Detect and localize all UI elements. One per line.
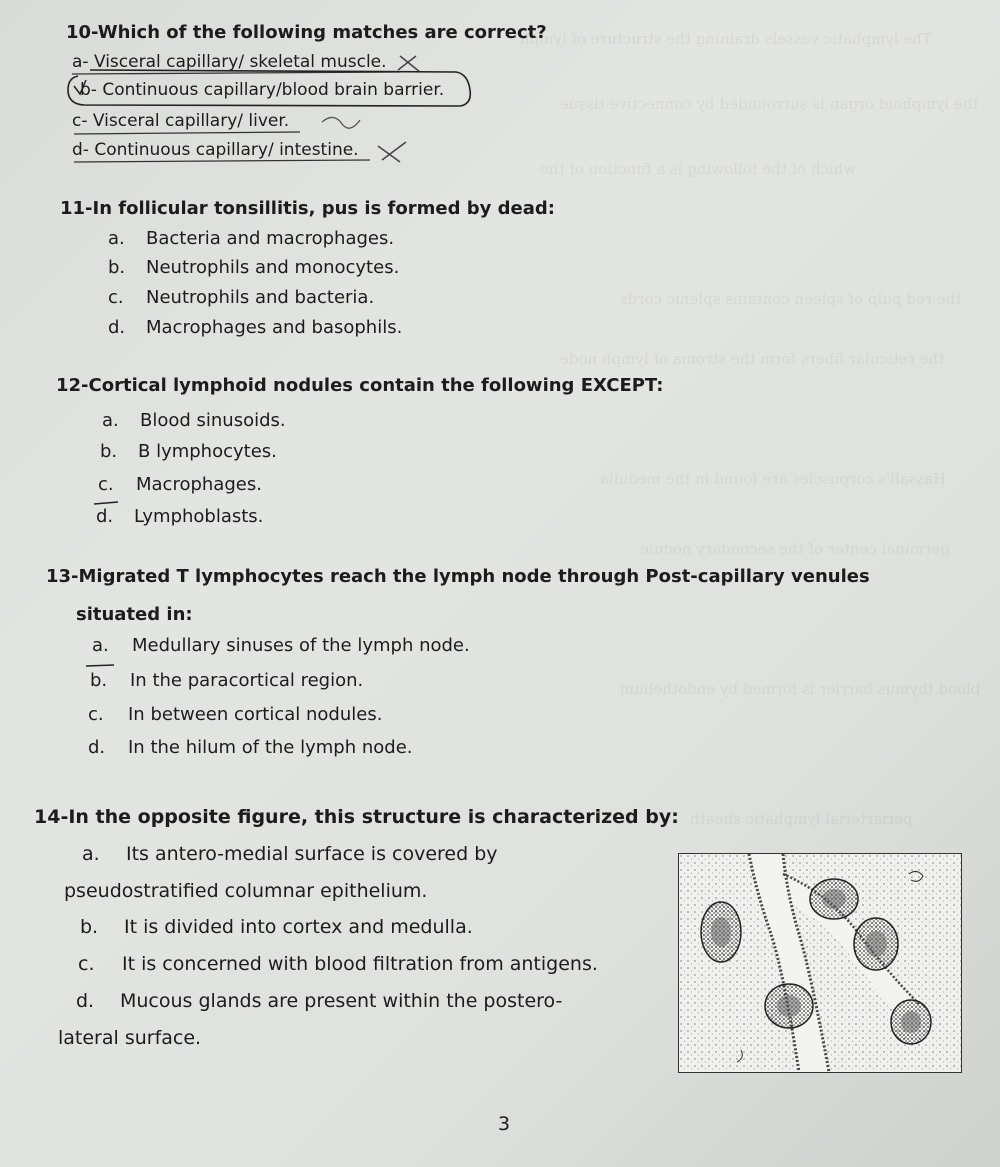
q11-option-d <box>108 317 402 338</box>
q14-option-a-cont: pseudostratified columnar epithelium. <box>64 880 428 902</box>
option-letter: c. <box>98 474 114 495</box>
answer-mark <box>84 660 118 670</box>
option-text: In between cortical nodules. <box>128 704 383 725</box>
question-14-stem: 14-In the opposite figure, this structure is characterized by: <box>34 806 679 828</box>
answer-mark <box>92 498 122 508</box>
option-text: It is concerned with blood filtration from antigens. <box>122 953 598 975</box>
option-letter: d. <box>76 990 95 1012</box>
question-10-stem: 10-Which of the following matches are correct? <box>66 22 547 43</box>
option-letter: c. <box>88 704 104 725</box>
question-11-stem: 11-In follicular tonsillitis, pus is formed by dead: <box>60 198 555 219</box>
q10-option-a: a- Visceral capillary/ skeletal muscle. <box>72 52 387 72</box>
option-text: It is divided into cortex and medulla. <box>124 916 473 938</box>
show-through-text: periarterial lymphatic sheath <box>690 810 913 828</box>
question-13-stem-cont: situated in: <box>76 604 193 625</box>
q13-option-d <box>88 737 413 758</box>
option-letter: c. <box>108 287 124 308</box>
option-letter: b. <box>80 916 99 938</box>
option-text: Bacteria and macrophages. <box>146 228 395 249</box>
q14-option-a <box>82 843 498 865</box>
q14-option-b <box>80 916 473 938</box>
histology-figure <box>678 853 962 1073</box>
show-through-text: the red pulp of spleen contains splenic cords <box>620 290 962 308</box>
option-letter: b. <box>90 670 108 691</box>
q11-option-c <box>108 287 374 308</box>
option-text: In the hilum of the lymph node. <box>128 737 413 758</box>
option-text: Its antero-medial surface is covered by <box>126 843 498 865</box>
q13-option-a <box>92 635 470 656</box>
option-letter: b. <box>100 441 118 462</box>
q11-option-b <box>108 257 399 278</box>
tonsil-illustration <box>679 854 961 1072</box>
option-text: Macrophages and basophils. <box>146 317 403 338</box>
show-through-text: the lymphoid organ is surrounded by connective tissue <box>560 95 979 113</box>
option-text: Neutrophils and bacteria. <box>146 287 375 308</box>
option-letter: a. <box>102 410 119 431</box>
show-through-text: the reticular fibers form the stroma of lymph node <box>560 350 945 368</box>
option-text: Neutrophils and monocytes. <box>146 257 400 278</box>
option-letter: d. <box>108 317 126 338</box>
option-letter: a. <box>92 635 109 656</box>
q13-option-b <box>90 670 363 691</box>
q12-option-c <box>98 474 262 495</box>
handwritten-marks <box>60 50 480 175</box>
q12-option-b <box>100 441 277 462</box>
option-letter: a. <box>108 228 125 249</box>
option-text: Medullary sinuses of the lymph node. <box>132 635 470 656</box>
page-number: 3 <box>498 1113 511 1135</box>
show-through-text: The lymphatic vessels draining the structure of lymph <box>520 30 932 48</box>
q11-option-a <box>108 228 394 249</box>
q10-option-d: d- Continuous capillary/ intestine. <box>72 140 359 160</box>
q10-option-b: b- Continuous capillary/blood brain barrier. <box>80 80 445 100</box>
q10-option-c: c- Visceral capillary/ liver. <box>72 111 290 131</box>
option-text: In the paracortical region. <box>130 670 364 691</box>
option-letter: d. <box>88 737 106 758</box>
option-text: Blood sinusoids. <box>140 410 286 431</box>
show-through-text: Hassall's corpuscles are found in the medulla <box>600 470 947 488</box>
show-through-text: which of the following is a function of the <box>540 160 857 178</box>
option-text: Mucous glands are present within the postero- <box>120 990 563 1012</box>
question-13-stem: 13-Migrated T lymphocytes reach the lymph node through Post-capillary venules <box>46 566 870 587</box>
show-through-text: blood thymus barrier is formed by endothelium <box>620 680 981 698</box>
q13-option-c <box>88 704 382 725</box>
option-letter: b. <box>108 257 126 278</box>
q12-option-a <box>102 410 286 431</box>
option-text: Lymphoblasts. <box>134 506 264 527</box>
option-text: B lymphocytes. <box>138 441 277 462</box>
show-through-text: germinal center of the secondary nodule <box>640 540 950 558</box>
q14-option-d <box>76 990 562 1012</box>
option-letter: a. <box>82 843 100 865</box>
question-12-stem: 12-Cortical lymphoid nodules contain the following EXCEPT: <box>56 375 664 396</box>
option-text: Macrophages. <box>136 474 262 495</box>
q12-option-d <box>96 506 263 527</box>
q14-option-d-cont: lateral surface. <box>58 1027 202 1049</box>
option-letter: c. <box>78 953 95 975</box>
q14-option-c <box>78 953 598 975</box>
option-letter: d. <box>96 506 114 527</box>
